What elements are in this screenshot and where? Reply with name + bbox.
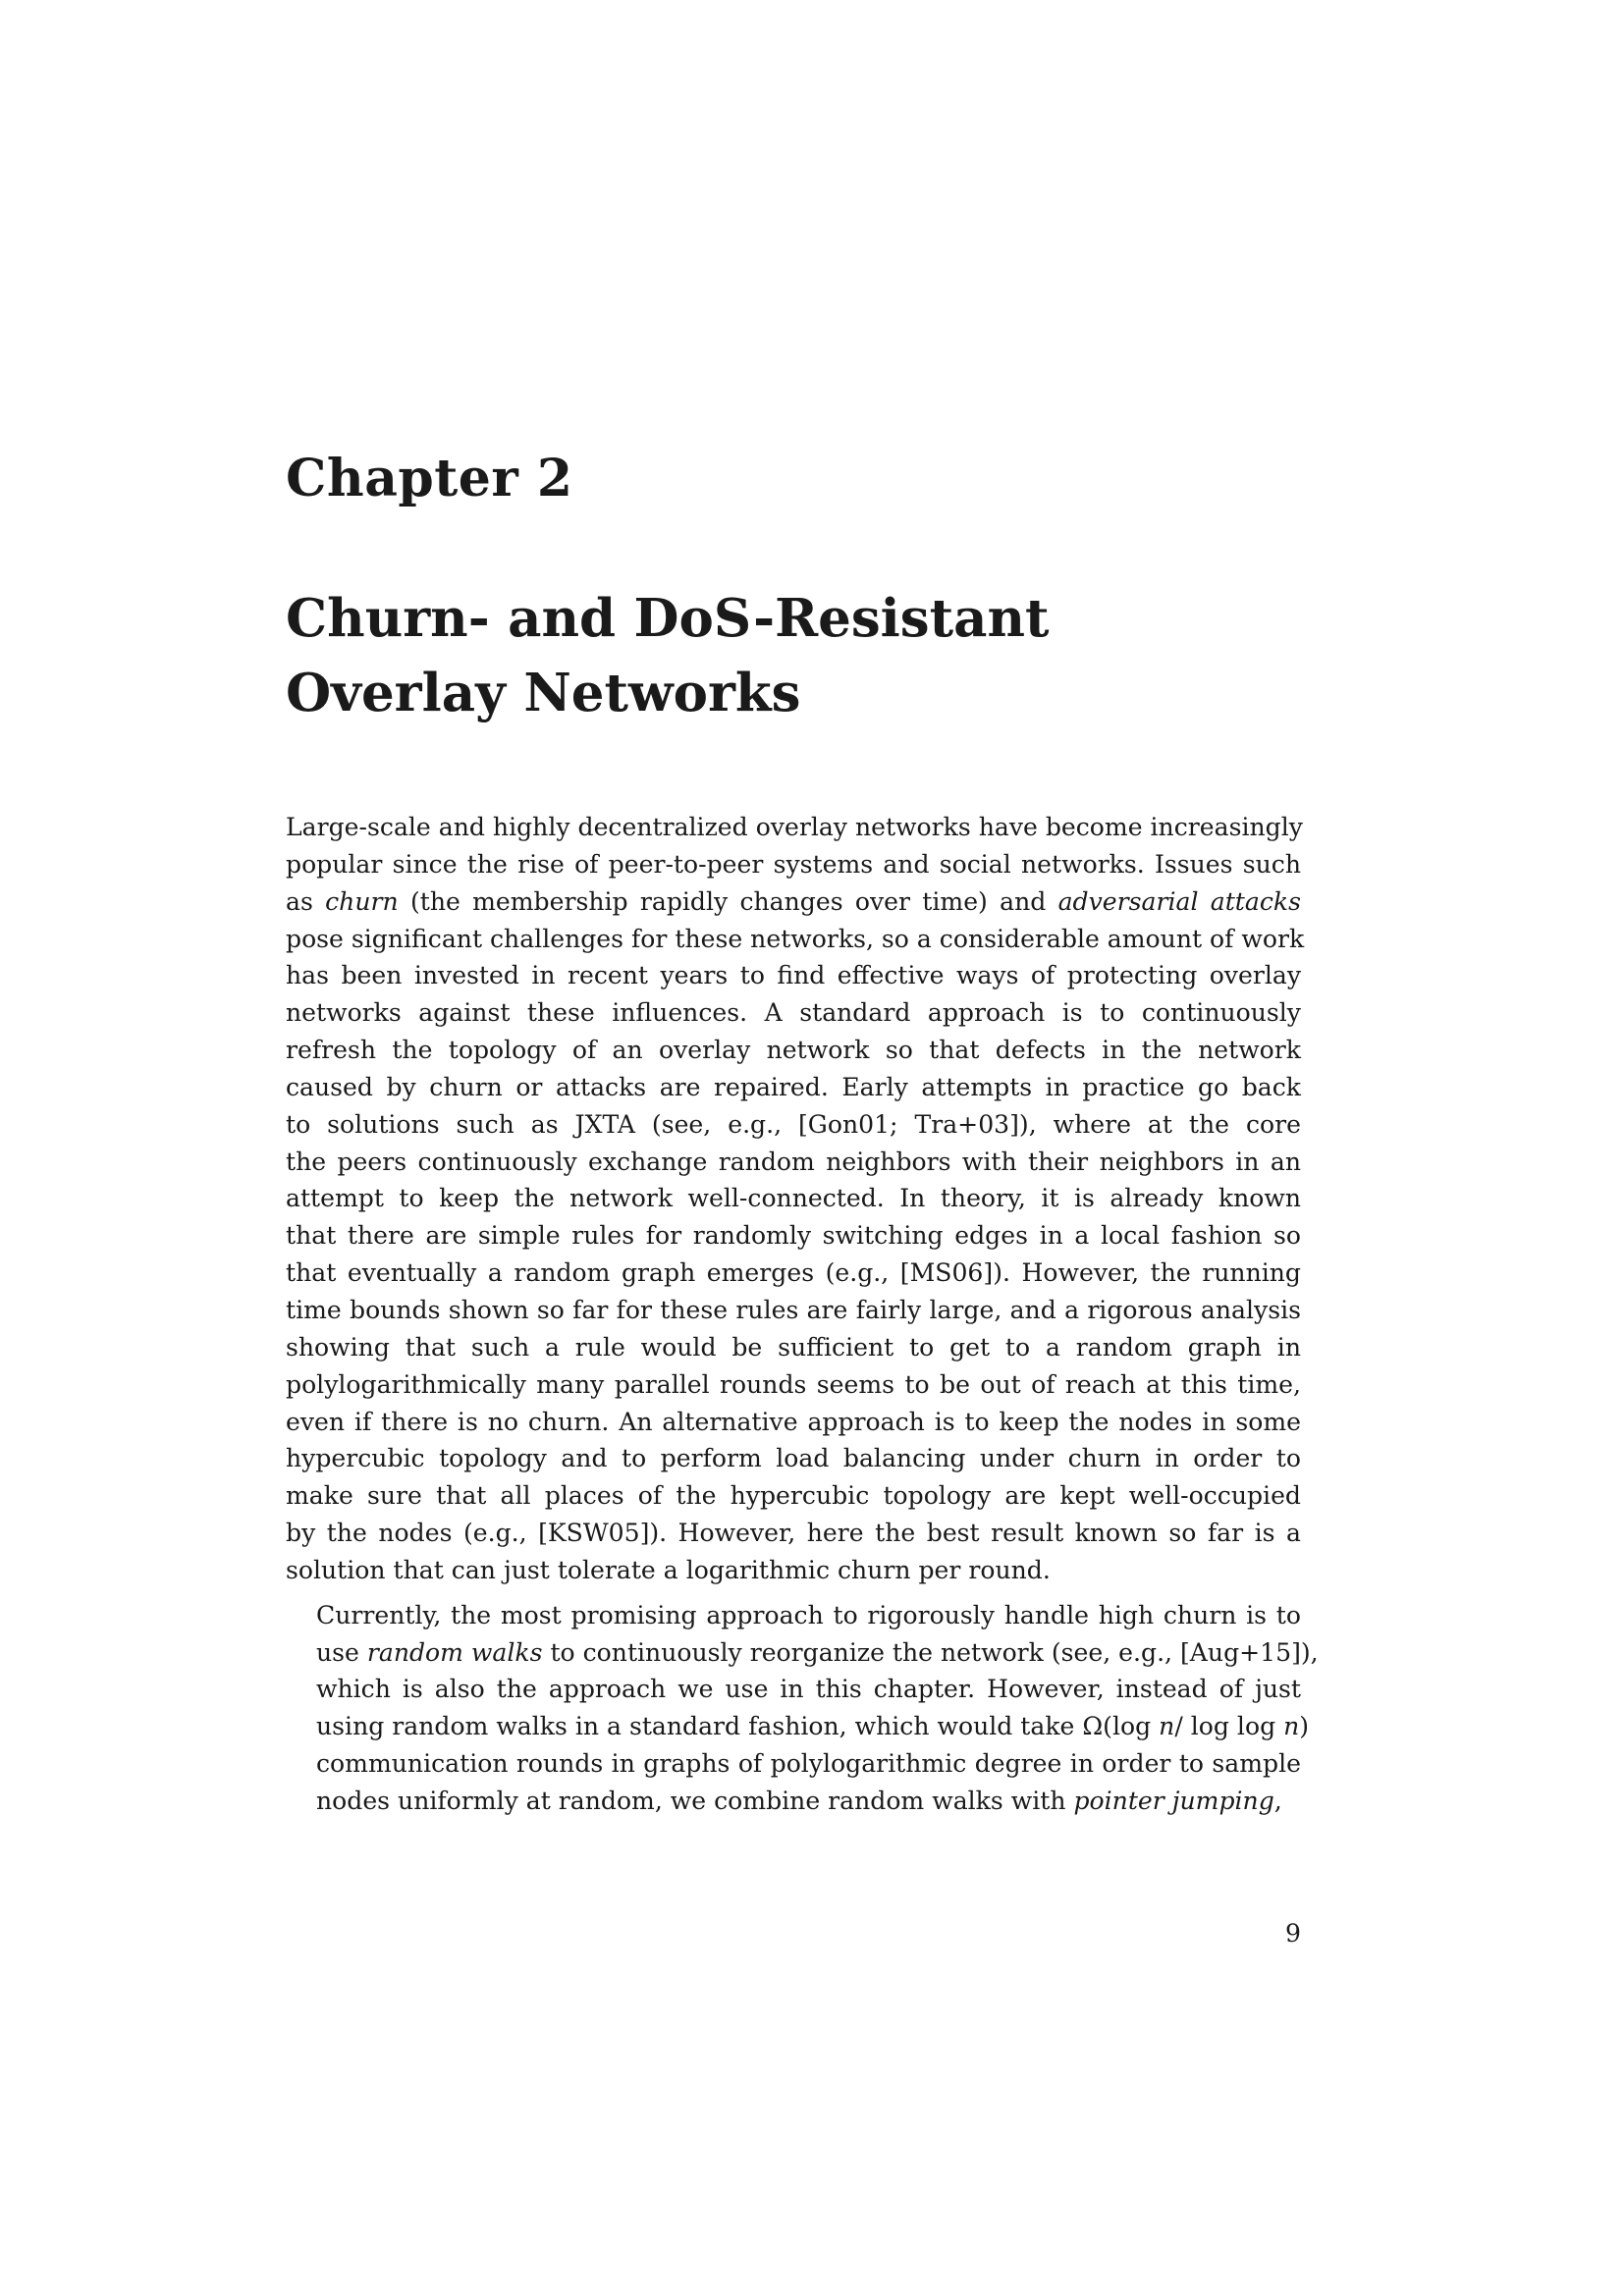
text-line: [286, 1255, 1301, 1292]
text-run: ): [1299, 1712, 1310, 1741]
text-run: attempt to keep the network well-connected. In theory, it is already known: [286, 1184, 1301, 1213]
text-line: [286, 809, 1301, 846]
text-run: showing that such a rule would be sufficient to get to a random graph in: [286, 1332, 1301, 1362]
text-run: that there are simple rules for randomly switching edges in a local fashion so: [286, 1221, 1301, 1251]
text-run: popular since the rise of peer-to-peer systems and social networks. Issues such: [286, 849, 1301, 879]
text-run: that eventually a random graph emerges (e.g., [MS06]). However, the running: [286, 1258, 1301, 1288]
text-line: [286, 1552, 1301, 1589]
text-line: [286, 1032, 1301, 1069]
emphasized-text: random walks: [366, 1637, 543, 1667]
text-line: [286, 883, 1301, 921]
text-line: [286, 1366, 1301, 1404]
text-line: [286, 1440, 1301, 1477]
text-line: [286, 1217, 1301, 1255]
text-run: ,: [1273, 1786, 1282, 1815]
chapter-title: [286, 581, 1366, 730]
text-run: (the membership rapidly changes over time) and: [398, 886, 1058, 916]
emphasized-text: pointer jumping: [1073, 1786, 1274, 1815]
text-run: Large-scale and highly decentralized overlay networks have become increasingly: [286, 813, 1303, 841]
text-run: polylogarithmically many parallel rounds seems to be out of reach at this time,: [286, 1369, 1301, 1399]
text-line: [286, 1329, 1301, 1366]
text-line: [286, 1106, 1301, 1144]
text-line: [286, 1708, 1310, 1745]
text-line: [286, 1144, 1301, 1181]
text-run: even if there is no churn. An alternative approach is to keep the nodes in some: [286, 1407, 1301, 1436]
text-run: has been invested in recent years to find effective ways of protecting overlay: [286, 961, 1301, 990]
paragraph: [286, 1597, 1319, 1820]
text-run: by the nodes (e.g., [KSW05]). However, here the best result known so far is a: [286, 1519, 1301, 1548]
text-line: [286, 1634, 1319, 1672]
text-run: make sure that all places of the hypercubic topology are kept well-occupied: [286, 1481, 1301, 1511]
text-run: networks against these influences. A standard approach is to continuously: [286, 998, 1301, 1028]
text-line: [286, 1404, 1301, 1441]
emphasized-text: adversarial attacks: [1057, 886, 1301, 916]
text-run: to solutions such as JXTA (see, e.g., [Gon01; Tra+03]), where at the core: [286, 1109, 1301, 1139]
body-text: [286, 809, 1319, 1820]
text-run: the peers continuously exchange random neighbors with their neighbors in an: [286, 1147, 1301, 1176]
text-line: [286, 1783, 1301, 1820]
emphasized-text: churn: [325, 886, 399, 916]
text-line: [286, 994, 1301, 1032]
page-number: 9: [1285, 1919, 1301, 1948]
text-run: refresh the topology of an overlay network so that defects in the network: [286, 1036, 1301, 1065]
text-line: [286, 1180, 1301, 1217]
text-run: pose significant challenges for these networks, so a considerable amount of work: [286, 924, 1305, 953]
text-line: [286, 1069, 1301, 1106]
text-line: [286, 1477, 1301, 1515]
text-run: hypercubic topology and to perform load balancing under churn in order to: [286, 1444, 1301, 1473]
emphasized-text: n: [1283, 1712, 1300, 1741]
text-line: [286, 1515, 1301, 1552]
text-run: / log log: [1174, 1712, 1284, 1741]
text-run: time bounds shown so far for these rules are fairly large, and a rigorous analysis: [286, 1295, 1301, 1324]
text-run: caused by churn or attacks are repaired. Early attempts in practice go back: [286, 1072, 1301, 1101]
text-run: Currently, the most promising approach to rigorously handle high churn is to: [316, 1600, 1301, 1629]
paragraph: [286, 809, 1305, 1589]
text-run: to continuously reorganize the network (see, e.g., [Aug+15]),: [542, 1637, 1319, 1667]
text-line: [286, 1745, 1301, 1783]
text-run: nodes uniformly at random, we combine random walks with: [316, 1786, 1074, 1815]
text-line: [286, 957, 1301, 994]
chapter-title-line-1: Churn- and DoS-Resistant: [286, 588, 1050, 649]
text-run: which is also the approach we use in this chapter. However, instead of just: [316, 1675, 1301, 1704]
text-line: [286, 921, 1305, 958]
emphasized-text: n: [1159, 1712, 1175, 1741]
chapter-label: Chapter 2: [286, 449, 573, 508]
text-run: use: [316, 1637, 367, 1667]
text-line: [286, 1671, 1301, 1708]
text-line: [286, 1597, 1301, 1634]
text-run: as: [286, 886, 326, 916]
text-run: using random walks in a standard fashion, which would take Ω(log: [316, 1712, 1160, 1741]
text-line: [286, 846, 1301, 883]
chapter-title-line-2: Overlay Networks: [286, 663, 801, 723]
text-run: communication rounds in graphs of polylogarithmic degree in order to sample: [316, 1749, 1301, 1779]
text-line: [286, 1292, 1301, 1329]
text-run: solution that can just tolerate a logarithmic churn per round.: [286, 1555, 1051, 1584]
